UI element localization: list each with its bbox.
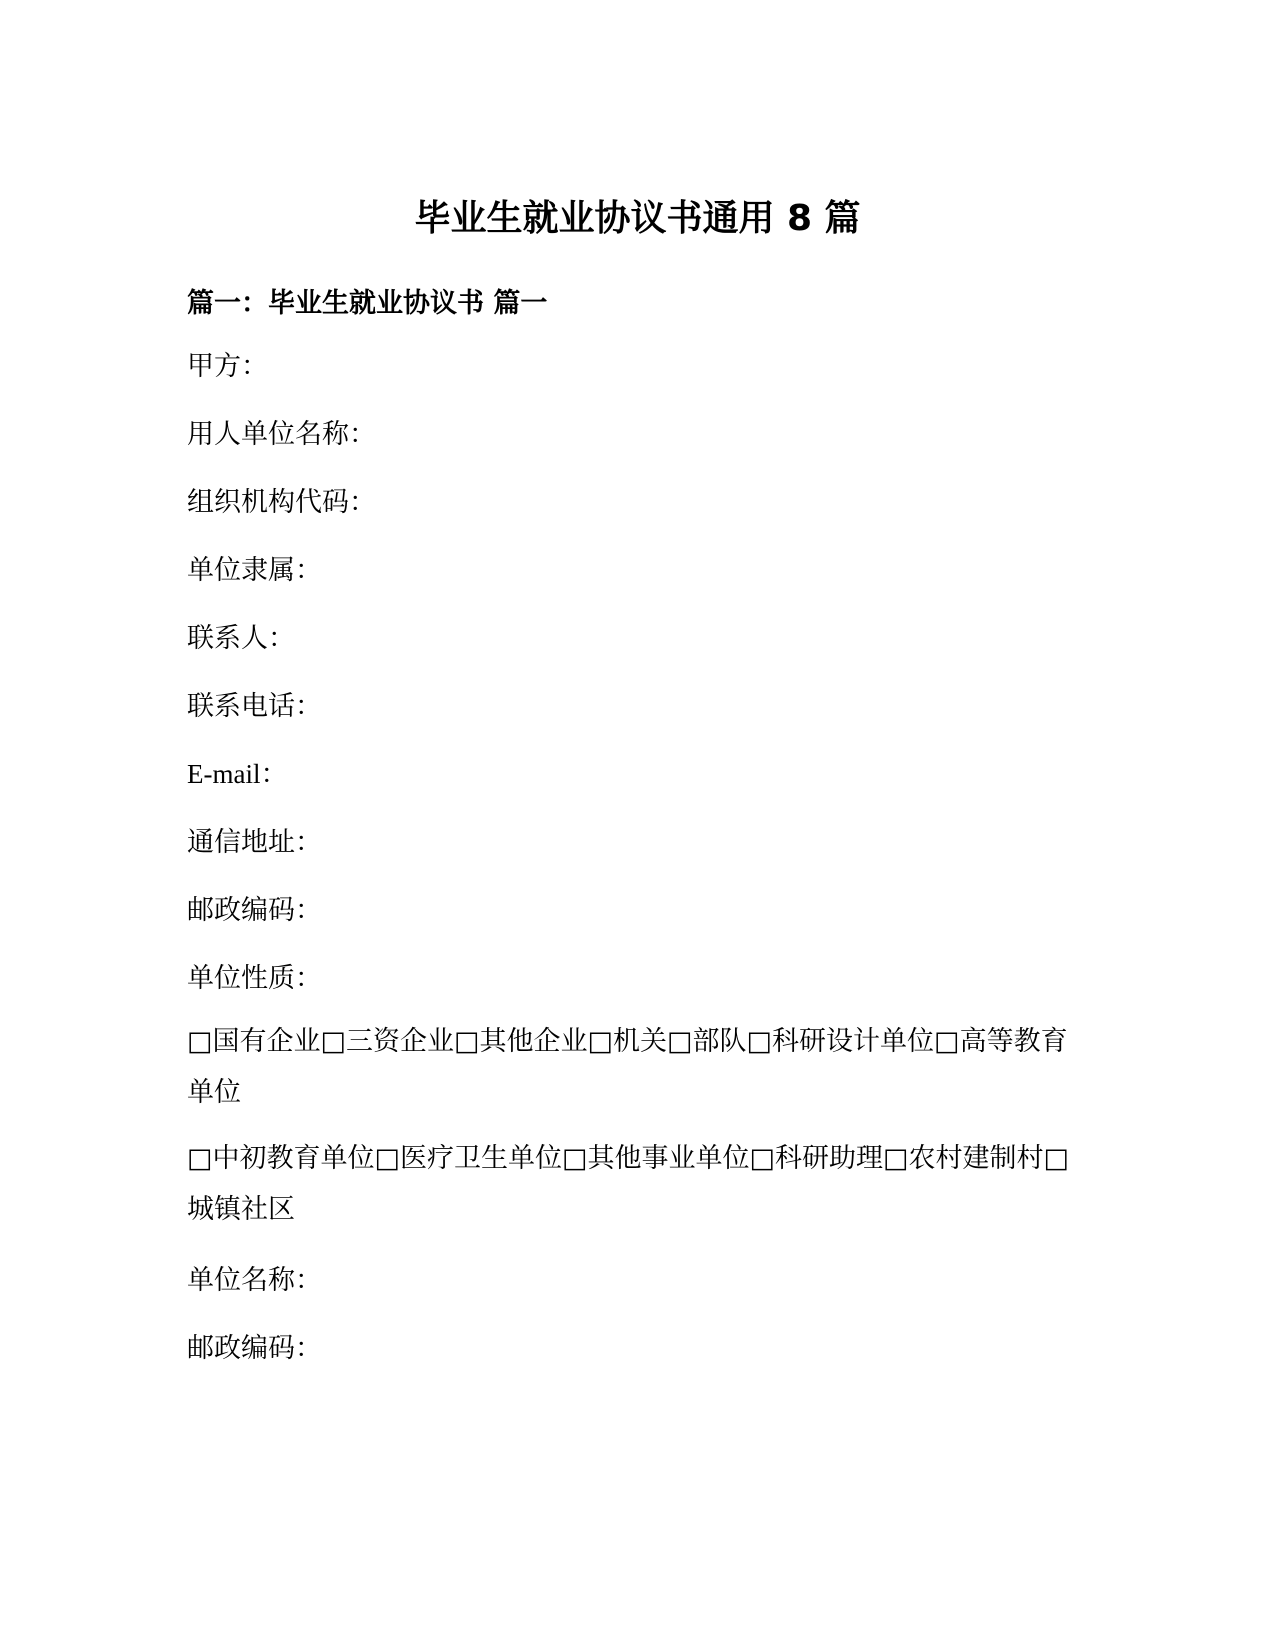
field-contact-person: 联系人： (187, 623, 295, 654)
field-affiliation: 单位隶属： (187, 555, 322, 586)
field-postal-code: 邮政编码： (187, 895, 322, 926)
field-party-a: 甲方： (187, 351, 268, 382)
document-title: 毕业生就业协议书通用 8 篇 (414, 198, 861, 239)
field-unit-name: 单位名称： (187, 1265, 322, 1296)
section-heading: 篇一：毕业生就业协议书 篇一 (187, 288, 548, 319)
unit-nature-options-2: □中初教育单位□医疗卫生单位□其他事业单位□科研助理□农村建制村□城镇社区 (187, 1143, 1070, 1225)
field-contact-phone: 联系电话： (187, 691, 322, 722)
field-unit-nature: 单位性质： (187, 963, 322, 994)
field-postal-code-2: 邮政编码： (187, 1333, 322, 1364)
unit-nature-options-1: □国有企业□三资企业□其他企业□机关□部队□科研设计单位□高等教育单位 (187, 1026, 1068, 1108)
field-email: E-mail： (187, 759, 288, 789)
field-mailing-address: 通信地址： (187, 827, 322, 858)
field-organization-code: 组织机构代码： (187, 487, 376, 518)
field-employer-name: 用人单位名称： (187, 419, 376, 450)
